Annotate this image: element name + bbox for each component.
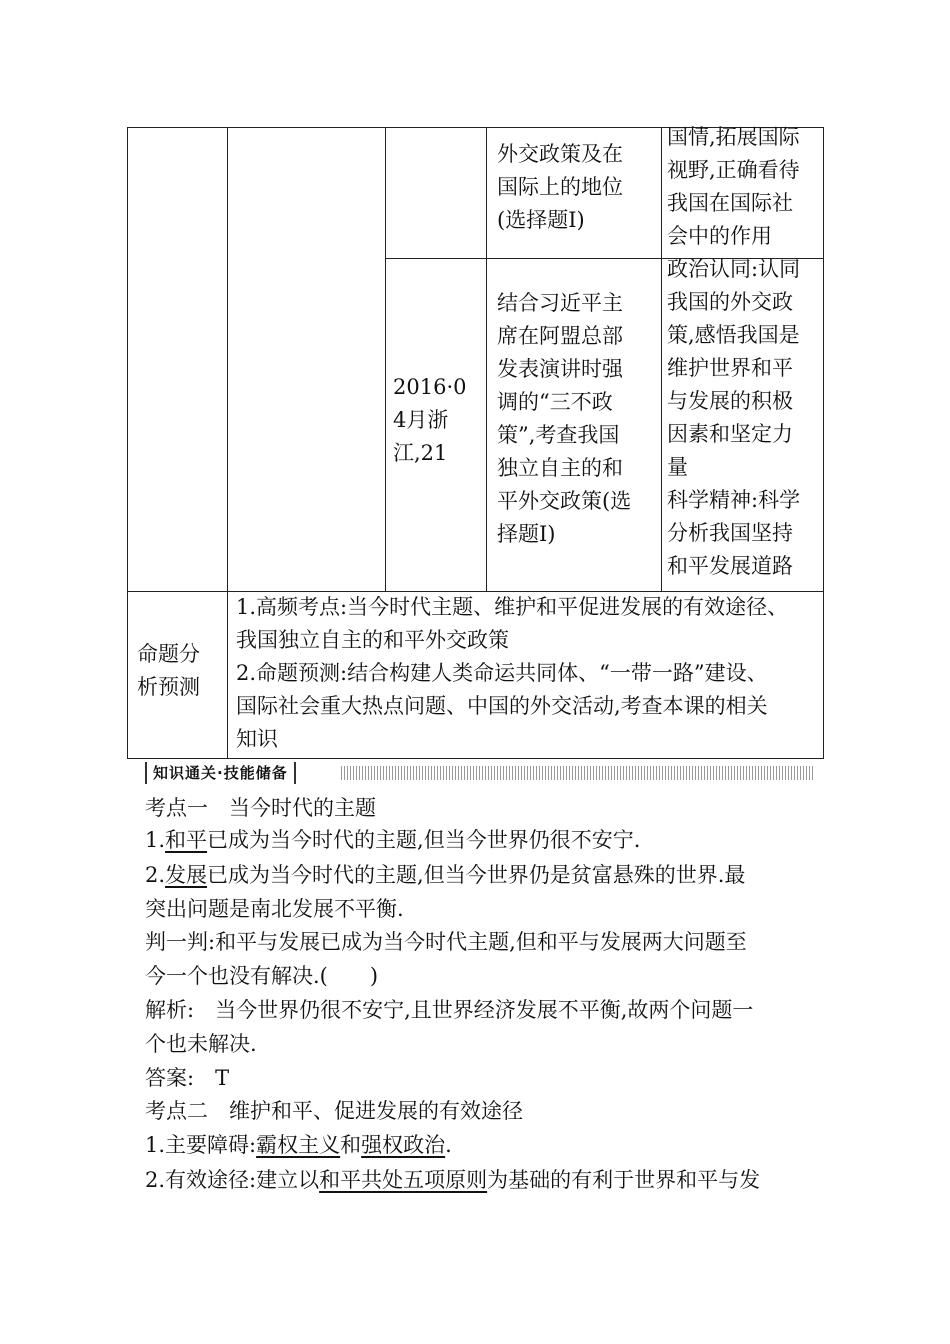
analysis-line-1: 解析: 当今世界仍很不安宁,且世界经济发展不平衡,故两个问题一	[145, 998, 754, 1022]
obstacles-prefix: 1.主要障碍:	[145, 1133, 257, 1157]
cell-line: 维护世界和平	[667, 356, 793, 380]
cell-line: 国际社会重大热点问题、中国的外交活动,考查本课的相关	[236, 694, 768, 718]
paragraph-1-text: 已成为当今时代的主题,但当今世界仍很不安宁.	[207, 828, 641, 852]
banner-hatch-decoration	[341, 766, 815, 780]
underlined-term: 和平	[165, 828, 208, 852]
effective-ways-text: 为基础的有利于世界和平与发	[487, 1168, 761, 1192]
cell-line: 国际上的地位	[497, 175, 623, 199]
cell-line: 分析我国坚持	[667, 521, 793, 545]
paragraph-2-text: 已成为当今时代的主题,但当今世界仍是贫富悬殊的世界.最	[207, 863, 746, 887]
table-cell-row2-literacy	[667, 253, 800, 583]
cell-line: 2016·0	[393, 375, 467, 399]
paragraph-1-prefix: 1.	[145, 828, 166, 852]
effective-ways-line	[145, 1164, 760, 1196]
underlined-term: 霸权主义	[256, 1133, 341, 1157]
cell-line: 国情,拓展国际	[667, 125, 800, 149]
section-banner-title: 知识通关·技能储备	[145, 762, 296, 784]
obstacles-end: .	[445, 1133, 452, 1157]
cell-line: 析预测	[137, 675, 200, 699]
table-divider	[227, 127, 228, 759]
table-divider	[385, 127, 386, 592]
obstacles-line	[145, 1129, 452, 1161]
table-cell-row1-literacy	[667, 121, 800, 253]
cell-line: 会中的作用	[667, 224, 772, 248]
key-point-1-title: 考点一 当今时代的主题	[145, 796, 376, 820]
table-cell-row2-exam	[393, 371, 466, 470]
underlined-term: 发展	[165, 863, 208, 887]
table-divider	[661, 127, 662, 592]
answer-line: 答案: T	[145, 1066, 230, 1090]
cell-line: 策”,考查我国	[497, 423, 620, 447]
cell-line: 2.命题预测:结合构建人类命运共同体、“一带一路”建设、	[236, 661, 768, 685]
cell-line: 平外交政策(选	[497, 489, 632, 513]
table-border-bottom	[127, 758, 824, 759]
effective-ways-prefix: 2.有效途径:建立以	[145, 1168, 320, 1192]
underlined-term: 强权政治	[361, 1133, 446, 1157]
cell-line: 因素和坚定力	[667, 422, 793, 446]
table-cell-row3-content	[236, 591, 788, 756]
cell-line: 调的“三不政	[497, 390, 613, 414]
cell-line: 和平发展道路	[667, 554, 793, 578]
cell-line: 结合习近平主	[497, 291, 623, 315]
cell-line: 与发展的积极	[667, 389, 793, 413]
cell-line: 4月浙	[393, 408, 449, 432]
cell-line: 我国的外交政	[667, 290, 793, 314]
cell-line: 江,21	[393, 441, 448, 465]
cell-line: 独立自主的和	[497, 456, 623, 480]
cell-line: 择题Ⅰ)	[497, 522, 556, 546]
obstacles-connector: 和	[340, 1133, 362, 1157]
cell-line: 策,感悟我国是	[667, 323, 800, 347]
cell-line: 1.高频考点:当今时代主题、维护和平促进发展的有效途径、	[236, 595, 789, 619]
cell-line: 我国在国际社	[667, 191, 793, 215]
table-cell-row2-topic	[497, 287, 631, 551]
cell-line: 视野,正确看待	[667, 158, 800, 182]
cell-line: 量	[667, 455, 688, 479]
cell-line: 我国独立自主的和平外交政策	[236, 628, 509, 652]
paragraph-2-line-2: 突出问题是南北发展不平衡.	[145, 897, 404, 921]
table-cell-row3-label	[137, 638, 200, 704]
table-cell-row1-topic	[497, 138, 623, 237]
cell-line: 政治认同:认同	[667, 257, 801, 281]
cell-line: 外交政策及在	[497, 142, 623, 166]
paragraph-2	[145, 859, 745, 891]
judge-question-line-2: 今一个也没有解决.( )	[145, 964, 379, 988]
cell-line: 席在阿盟总部	[497, 324, 623, 348]
cell-line: (选择题Ⅰ)	[497, 208, 585, 232]
cell-line: 知识	[236, 727, 278, 751]
analysis-line-2: 个也未解决.	[145, 1032, 257, 1056]
key-point-2-title: 考点二 维护和平、促进发展的有效途径	[145, 1099, 523, 1123]
underlined-term: 和平共处五项原则	[319, 1168, 488, 1192]
cell-line: 科学精神:科学	[667, 488, 801, 512]
cell-line: 命题分	[137, 642, 200, 666]
cell-line: 发表演讲时强	[497, 357, 623, 381]
table-border-right	[823, 127, 824, 759]
table-divider	[486, 127, 487, 592]
paragraph-1	[145, 824, 640, 856]
judge-question-line-1: 判一判:和平与发展已成为当今时代主题,但和平与发展两大问题至	[145, 930, 747, 954]
table-border-left	[127, 127, 128, 759]
paragraph-2-prefix: 2.	[145, 863, 166, 887]
